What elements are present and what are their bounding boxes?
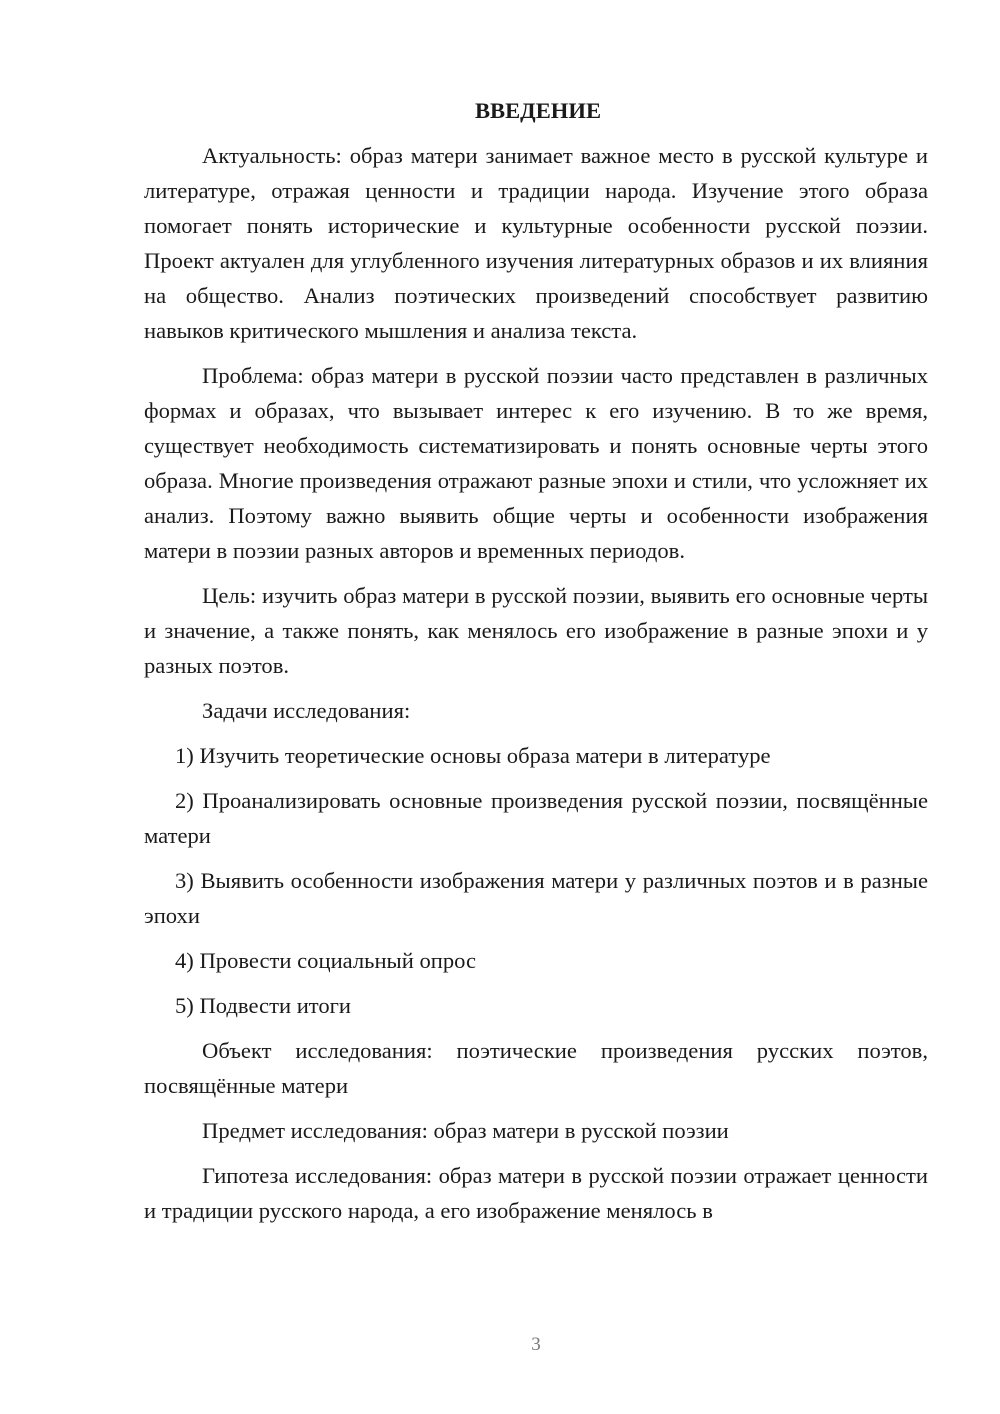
tasks-heading: Задачи исследования:	[202, 698, 411, 723]
section-title: ВВЕДЕНИЕ	[474, 98, 602, 123]
task-item-3: 3) Выявить особенности изображения матери у различных поэтов и в разные эпохи	[144, 868, 928, 928]
hypothesis-paragraph: Гипотеза исследования: образ матери в русской поэзии отражает ценности и традиции русского народа, а его изображение менялось в	[144, 1163, 928, 1223]
task-item-4: 4) Провести социальный опрос	[175, 948, 477, 973]
page-content	[144, 93, 928, 1238]
page-number: 3	[531, 1334, 541, 1355]
object-paragraph: Объект исследования: поэтические произведения русских поэтов, посвящённые матери	[144, 1038, 928, 1098]
task-item-5: 5) Подвести итоги	[175, 993, 352, 1018]
goal-paragraph: Цель: изучить образ матери в русской поэзии, выявить его основные черты и значение, а также понять, как менялось его изображение в разные эпохи и у разных поэтов.	[144, 583, 928, 678]
task-item-1: 1) Изучить теоретические основы образа матери в литературе	[175, 743, 771, 768]
relevance-paragraph: Актуальность: образ матери занимает важное место в русской культуре и литературе, отражая ценности и традиции народа. Изучение этого образа помогает понять исторические и культурные особенности русской поэзии. Проект актуален для углубленного изучения литературных образов и их влияния на общество. Анализ поэтических произведений способствует развитию навыков критического мышления и анализа текста.	[144, 143, 928, 343]
subject-paragraph: Предмет исследования: образ матери в русской поэзии	[202, 1118, 729, 1143]
problem-paragraph: Проблема: образ матери в русской поэзии часто представлен в различных формах и образах, что вызывает интерес к его изучению. В то же время, существует необходимость систематизировать и понять основные черты этого образа. Многие произведения отражают разные эпохи и стили, что усложняет их анализ. Поэтому важно выявить общие черты и особенности изображения матери в поэзии разных авторов и временных периодов.	[144, 363, 928, 563]
task-item-2: 2) Проанализировать основные произведения русской поэзии, посвящённые матери	[144, 788, 928, 848]
